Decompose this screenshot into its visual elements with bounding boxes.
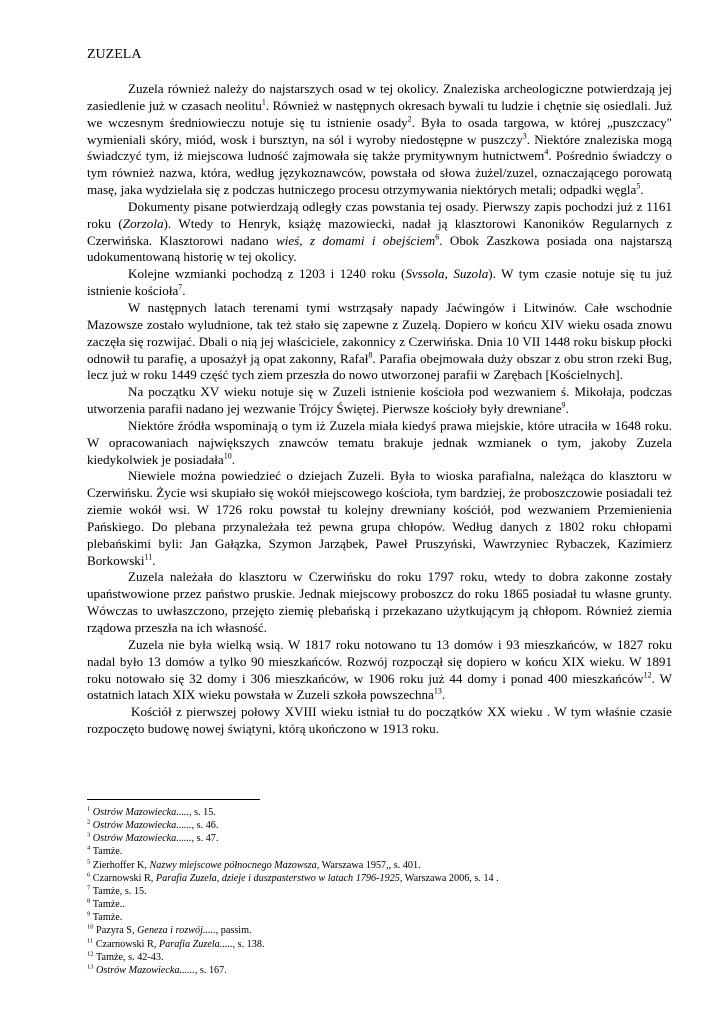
text-run: Pazyra S, — [96, 925, 138, 937]
footnote-number: 11 — [87, 937, 94, 945]
footnote-number: 13 — [87, 963, 94, 971]
paragraph — [87, 637, 672, 704]
paragraph — [87, 468, 672, 569]
text-run: , s. 15. — [189, 807, 216, 818]
footnote — [87, 859, 647, 872]
italic-text: Parafia Zuzela, dzieje i duszpasterstwo w latach 1796-1925 — [155, 872, 400, 884]
page-title: ZUZELA — [87, 47, 142, 62]
italic-text: wieś, z domami i obejściem — [275, 232, 436, 248]
text-run: Zuzela nie była wielką wsią. W 1817 roku notowano tu 13 domów i 93 mieszkańców, w 1827 roku nadal było 13 domów a tylko 90 mieszkańców. Rozwój rozpoczął się dopiero w końcu XIX wieku. W 1891 roku notowało się 32 domy i 306 mieszkańców, w 1906 roku już 44 domy i ponad 400 mieszkańców — [87, 636, 672, 686]
footnote-ref: 2 — [407, 114, 412, 124]
footnote — [87, 845, 647, 858]
text-run: . Parafia obejmowała duży obszar z obu stron rzeki Bug, lecz już w roku 1449 część tych ziem przeszła do nowo utworzonej parafii w Zarębach [Kościelnych]. — [87, 350, 672, 383]
footnote-ref: 10 — [223, 451, 232, 461]
footnote — [87, 964, 647, 977]
text-run: . — [441, 687, 446, 703]
text-run: Na początku XV wieku notuje się w Zuzeli istnienie kościoła pod wezwaniem ś. Mikołaja, podczas utworzenia parafii nadano jej wezwanie Trójcy Świętej. Pierwsze kościoły były drewniane — [87, 384, 672, 417]
footnote — [87, 819, 647, 832]
text-run: , Warszawa 2006, s. 14 . — [399, 872, 499, 884]
footnote-ref: 7 — [178, 282, 183, 292]
text-run: Dokumenty pisane potwierdzają odległy czas powstania tej osady. Pierwszy zapis pochodzi już z 1161 roku ( — [87, 198, 672, 231]
text-run: ). W tym czasie notuje się tu już istnienie kościoła — [87, 266, 672, 299]
text-run: . Obok Zaszkowa posiada ona najstarszą udokumentowaną historię w tej okolicy. — [87, 232, 672, 265]
text-run: . — [231, 451, 235, 467]
footnote-ref: 13 — [433, 687, 442, 697]
text-run: W następnych latach terenami tymi wstrząsały napady Jaćwingów i Litwinów. Całe wschodnie Mazowsze zostało wyludnione, tak też stało się zapewne z Zuzelą. Dopiero w końcu XIV wieku osada znowu zaczęła się rozwijać. Dbali o nią jej właściciele, zakonnicy z Czerwińska. Dnia 10 VII 1448 roku biskup płocki odnowił tu parafię, a uposażył ją opat zakonny, Rafał — [87, 299, 672, 366]
text-run: . — [640, 182, 644, 198]
document-body — [87, 81, 672, 738]
footnote — [87, 938, 647, 951]
paragraph — [87, 704, 672, 738]
footnote-ref: 4 — [544, 148, 549, 158]
text-run: , s. 46. — [191, 820, 219, 832]
text-run: , s. 167. — [194, 964, 227, 976]
text-run: . Była to osada targowa, w której „puszczacy" wymieniali skóry, miód, wosk i bursztyn, na sól i wyroby niedostępne w puszczy — [87, 114, 672, 147]
footnote — [87, 951, 647, 964]
footnote-number: 8 — [87, 897, 91, 905]
text-run: Niewiele można powiedzieć o dziejach Zuzeli. Była to wioska parafialna, należąca do klasztoru w Czerwińsku. Życie wsi skupiało się wokół miejscowego kościoła, tym bardziej, że proboszczowie posiadali też ziemie wokół wsi. W 1726 roku powstał tu kolejny drewniany kościół, pod wezwaniem Przemienienia Pańskiego. Do plebana przynależała też pewna grupa chłopów. Według danych z 1802 roku chłopami plebańskimi byli: Jan Gałązka, Szymon Jarząbek, Paweł Pruszyński, Wawrzyniec Rybaczek, Kazimierz Borkowski — [87, 468, 672, 568]
footnote — [87, 898, 647, 911]
footnote — [87, 924, 647, 937]
text-run: . Pośrednio świadczy o tym również nazwa, która, według językoznawców, powstała od słowa żużel/zuzel, oznaczającego porowatą masę, jaka wydzielała się z podczas hutniczego procesu otrzymywania niektórych metali; odpadki węgla — [87, 148, 672, 198]
text-run: ). Wtedy to Henryk, książę mazowiecki, nadał ją klasztorowi Kanoników Regularnych z Czerwińska. Klasztorowi nadano — [87, 215, 673, 248]
footnote-number: 3 — [87, 831, 91, 839]
italic-text: Ostrów Mazowiecka...... — [92, 833, 192, 845]
footnote-separator — [87, 799, 260, 800]
footnote-number: 5 — [87, 858, 91, 866]
text-run: Kościół z pierwszej połowy XVIII wieku istniał tu do początków XX wieku . W tym właśnie czasie rozpoczęto budowę nowej świątyni, którą ukończono w 1913 roku. — [87, 704, 672, 737]
text-run: , s. 138. — [232, 938, 265, 950]
text-run: . W ostatnich latach XIX wieku powstała w Zuzeli szkoła powszechna — [87, 670, 672, 703]
footnote-number: 12 — [87, 950, 94, 958]
paragraph — [87, 569, 672, 636]
italic-text: Svssola, Suzola — [405, 266, 489, 282]
footnote — [87, 832, 647, 845]
text-run: . Również w następnych okresach bywali tu ludzie i chętnie się osiedlali. Już we wczesnym średniowieczu notuje się tu istnienie osady — [87, 97, 672, 130]
footnote-ref: 9 — [561, 400, 566, 410]
text-run: Tamże.. — [92, 899, 125, 911]
text-run: Zuzela należała do klasztoru w Czerwińsku do roku 1797 roku, wtedy to dobra zakonne zostały upaństwowione przez państwo pruskie. Jednak miejscowy proboszcz do roku 1865 posiadał tu własne grunty. Wówczas to uwłaszczono, przejęto ziemię plebańską i przekazano użytkującym ją chłopom. Również ziemia rządowa przeszła na ich własność. — [87, 569, 672, 635]
text-run: , passim. — [215, 925, 252, 937]
footnote-ref: 5 — [636, 181, 641, 191]
footnote-number: 4 — [87, 845, 91, 853]
footnote-number: 2 — [87, 818, 91, 826]
footnote — [87, 806, 647, 819]
footnote-ref: 3 — [522, 131, 527, 141]
footnote-number: 7 — [87, 884, 91, 892]
text-run: Kolejne wzmianki pochodzą z 1203 i 1240 roku ( — [128, 266, 406, 282]
italic-text: Ostrów Mazowiecka..... — [92, 807, 190, 818]
text-run: Niektóre źródła wspominają o tym iż Zuzela miała kiedyś prawa miejskie, które utraciła w 1648 roku. W opracowaniach największych znawców tematu brakuje jednak wzmianek o tym, jakoby Zuzela kiedykolwiek je posiadała — [87, 417, 672, 467]
footnotes-section — [87, 806, 647, 977]
paragraph — [87, 384, 672, 418]
footnote-ref: 1 — [261, 97, 266, 107]
text-run: . Niektóre znaleziska mogą świadczyć tym, iż miejscowa ludność zajmowała się także prymitywnym hutnictwem — [87, 131, 672, 164]
text-run: Czarnowski R, — [95, 938, 159, 950]
italic-text: Ostrów Mazowiecka...... — [96, 964, 195, 976]
footnote — [87, 911, 647, 924]
footnote-number: 1 — [87, 805, 91, 813]
paragraph — [87, 199, 672, 266]
text-run: Zuzela również należy do najstarszych osad w tej okolicy. Znaleziska archeologiczne potwierdzają jej zasiedlenie już w czasach neolitu — [87, 81, 672, 113]
italic-text: Parafia Zuzela..... — [158, 938, 233, 950]
footnote-ref: 8 — [368, 350, 373, 360]
text-run: Zierhoffer K, — [92, 859, 150, 871]
text-run: , s. 47. — [191, 833, 219, 845]
italic-text: Nazwy miejscowe północnego Mazowsza, — [149, 859, 320, 871]
text-run: . — [152, 552, 156, 568]
italic-text: Geneza i rozwój..... — [137, 925, 216, 937]
text-run: Warszawa 1957,, s. 401. — [319, 859, 421, 871]
footnote-ref: 6 — [435, 232, 440, 242]
text-run: . — [182, 283, 186, 299]
footnote-number: 6 — [87, 871, 91, 879]
text-run: Tamże, s. 15. — [92, 885, 147, 897]
paragraph — [87, 418, 672, 469]
footnote — [87, 872, 647, 885]
text-run: Tamże. — [92, 846, 123, 858]
footnote-ref: 11 — [144, 552, 153, 562]
footnote-ref: 12 — [643, 670, 652, 680]
footnote — [87, 885, 647, 898]
footnote-number: 9 — [87, 910, 91, 918]
text-run: Tamże. — [92, 912, 123, 924]
text-run: Czarnowski R, — [92, 872, 156, 884]
paragraph — [87, 300, 672, 384]
footnote-number: 10 — [87, 924, 94, 932]
italic-text: Ostrów Mazowiecka...... — [92, 820, 192, 832]
paragraph — [87, 81, 672, 199]
italic-text: Zorzola — [122, 215, 164, 231]
paragraph — [87, 266, 672, 300]
text-run: . — [565, 401, 569, 417]
text-run: Tamże, s. 42-43. — [96, 951, 164, 963]
